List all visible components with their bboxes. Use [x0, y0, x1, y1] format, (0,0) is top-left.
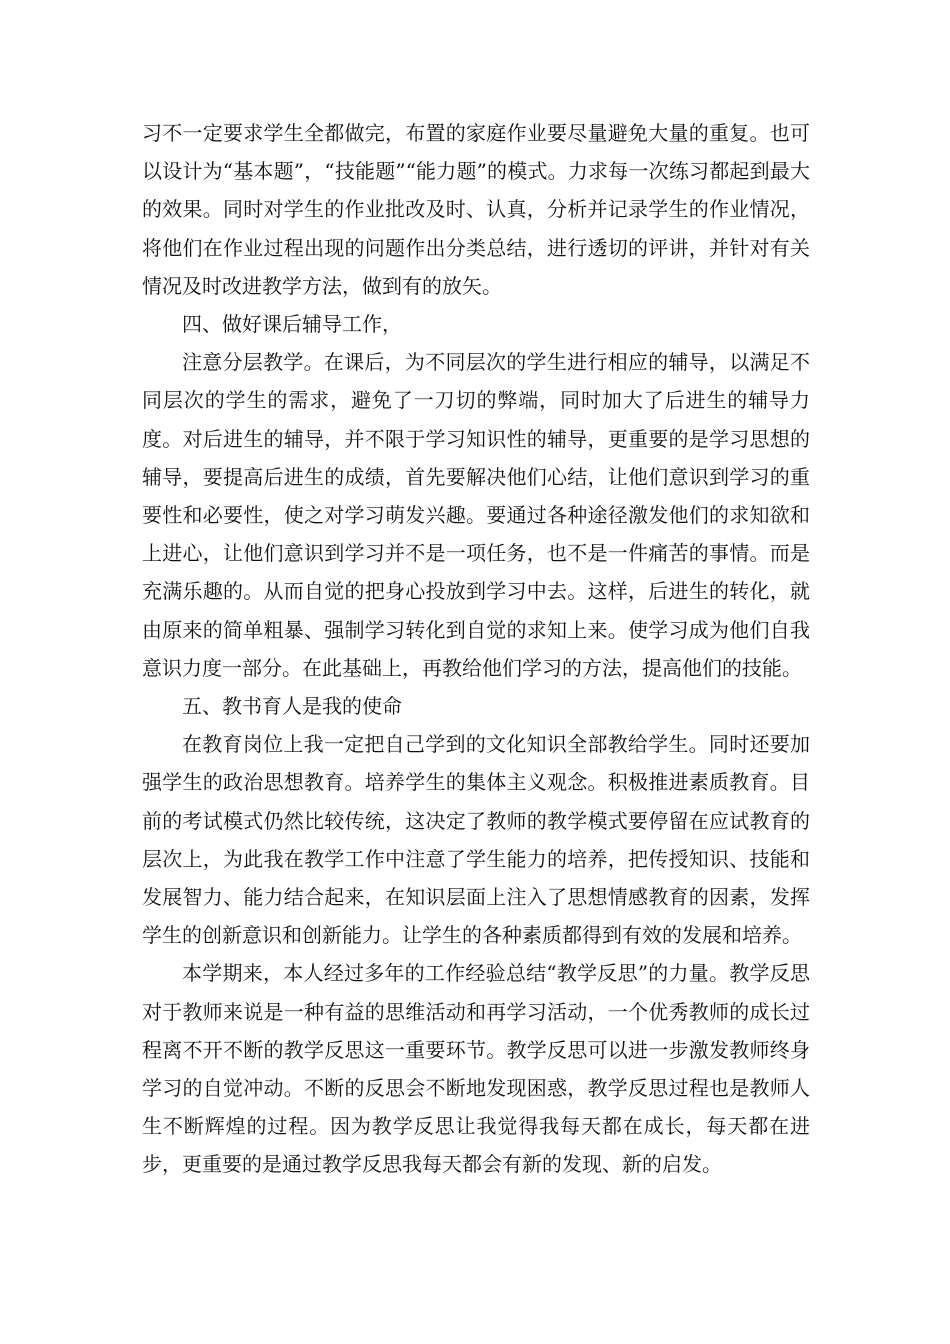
- paragraph-after-class-tutoring: 注意分层教学。在课后，为不同层次的学生进行相应的辅导，以满足不同层次的学生的需求，避免了一刀切的弊端，同时加大了后进生的辅导力度。对后进生的辅导，并不限于学习知识性的辅导，更重要的是学习思想的辅导，要提高后进生的成绩，首先要解决他们心结，让他们意识到学习的重要性和必要性，使之对学习萌发兴趣。要通过各种途径激发他们的求知欲和上进心，让他们意识到学习并不是一项任务，也不是一件痛苦的事情。而是充满乐趣的。从而自觉的把身心投放到学习中去。这样，后进生的转化，就由原来的简单粗暴、强制学习转化到自觉的求知上来。使学习成为他们自我意识力度一部分。在此基础上，再教给他们学习的方法，提高他们的技能。: [142, 350, 810, 680]
- paragraph-teaching-mission: 在教育岗位上我一定把自己学到的文化知识全部教给学生。同时还要加强学生的政治思想教育。培养学生的集体主义观念。积极推进素质教育。目前的考试模式仍然比较传统，这决定了教师的教学模式要停留在应试教育的层次上，为此我在教学工作中注意了学生能力的培养，把传授知识、技能和发展智力、能力结合起来，在知识层面上注入了思想情感教育的因素，发挥学生的创新意识和创新能力。让学生的各种素质都得到有效的发展和培养。: [142, 732, 810, 948]
- document-page: [142, 114, 810, 1184]
- paragraph-teaching-reflection: 本学期来，本人经过多年的工作经验总结“教学反思”的力量。教学反思对于教师来说是一种有益的思维活动和再学习活动，一个优秀教师的成长过程离不开不断的教学反思这一重要环节。教学反思可以进一步激发教师终身学习的自觉冲动。不断的反思会不断地发现困惑，教学反思过程也是教师人生不断辉煌的过程。因为教学反思让我觉得我每天都在成长，每天都在进步，更重要的是通过教学反思我每天都会有新的发现、新的启发。: [142, 961, 810, 1177]
- paragraph-homework-continued: 习不一定要求学生全都做完，布置的家庭作业要尽量避免大量的重复。也可以设计为“基本题”，“技能题”“能力题”的模式。力求每一次练习都起到最大的效果。同时对学生的作业批改及时、认真，分析并记录学生的作业情况，将他们在作业过程出现的问题作出分类总结，进行透切的评讲，并针对有关情况及时改进教学方法，做到有的放矢。: [142, 121, 810, 298]
- section-heading-five: 五、教书育人是我的使命: [182, 694, 402, 719]
- section-heading-four: 四、做好课后辅导工作，: [182, 312, 402, 337]
